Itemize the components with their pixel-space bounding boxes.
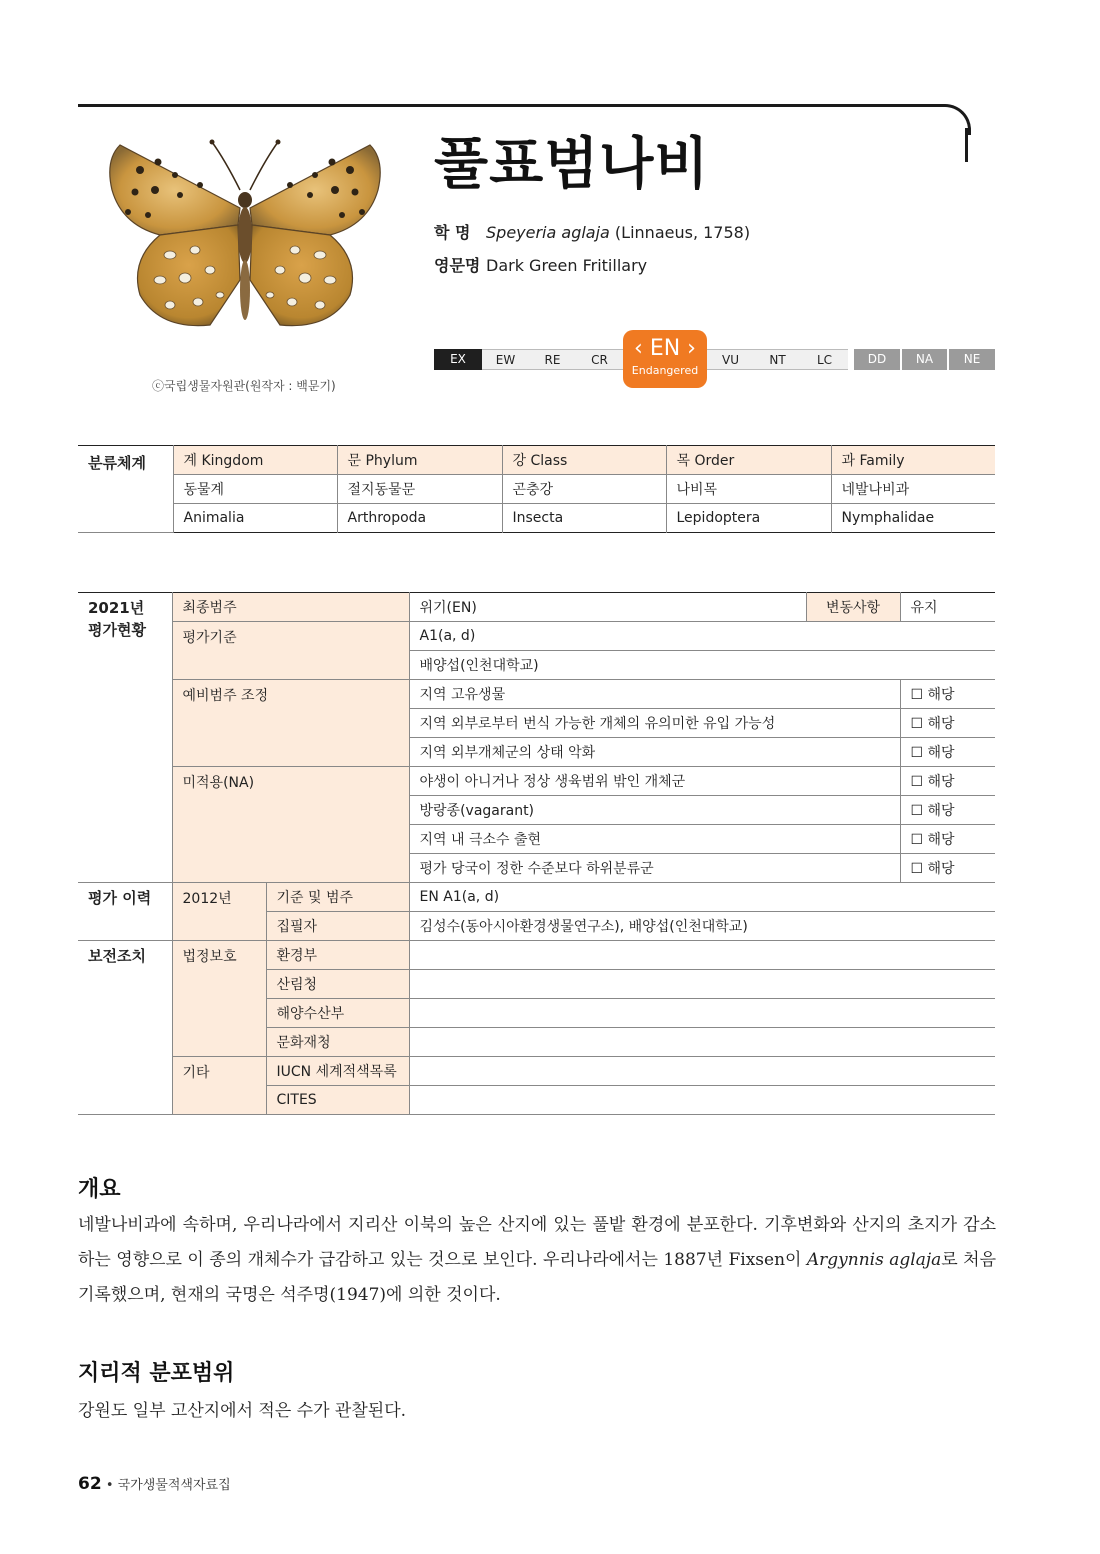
- category-ne: NE: [949, 349, 995, 370]
- na-item: 평가 당국이 정한 수준보다 하위분류군: [409, 854, 900, 883]
- table-cell: 네발나비과: [831, 475, 995, 504]
- criteria-value: A1(a, d): [409, 622, 995, 651]
- taxonomy-col-phylum: 문 Phylum: [337, 446, 502, 475]
- sci-name-label: 학 명: [434, 223, 471, 242]
- criteria-label: 평가기준: [172, 622, 409, 680]
- table-row: [78, 941, 995, 970]
- category-en-selected-badge: [623, 330, 707, 388]
- eng-name-label: 영문명: [434, 256, 481, 275]
- footer-book-title: 국가생물적색자료집: [117, 1478, 231, 1493]
- header-frame-tail: [965, 128, 968, 162]
- checkbox-applicable[interactable]: ☐ 해당: [900, 709, 995, 738]
- chevron-right-icon: ›: [687, 336, 696, 361]
- category-ew: EW: [482, 349, 529, 370]
- table-row: [78, 593, 995, 622]
- scientific-name-row: [434, 220, 750, 243]
- history-authors-label: 집필자: [266, 912, 409, 941]
- table-cell: 절지동물문: [337, 475, 502, 504]
- category-re: RE: [529, 349, 576, 370]
- table-cell: Animalia: [173, 504, 337, 533]
- category-na: NA: [902, 349, 947, 370]
- sci-name-italic: Speyeria aglaja: [486, 223, 610, 242]
- other-item-value: [409, 1057, 995, 1086]
- legal-item-value: [409, 1028, 995, 1057]
- sci-name-author: (Linnaeus, 1758): [609, 223, 751, 242]
- change-value: 유지: [900, 593, 995, 622]
- legal-item: 산림청: [266, 970, 409, 999]
- table-row: [78, 622, 995, 651]
- taxonomy-table: [78, 445, 995, 533]
- regional-item: 지역 외부로부터 번식 가능한 개체의 유의미한 유입 가능성: [409, 709, 900, 738]
- table-cell: 나비목: [666, 475, 831, 504]
- table-cell: Lepidoptera: [666, 504, 831, 533]
- table-row: [78, 680, 995, 709]
- checkbox-applicable[interactable]: ☐ 해당: [900, 854, 995, 883]
- legal-item: 해양수산부: [266, 999, 409, 1028]
- table-cell: 곤충강: [502, 475, 666, 504]
- overview-text-1: 네발나비과에 속하며, 우리나라에서 지리산 이북의 높은 산지에 있는 풀밭 환경에 분포한다. 기후변화와 산지의 초지가 감소하는 영향으로 이 종의 개체수가 급감하고 있는 것으로 보인다. 우리나라에서는 1887년 Fixsen이: [78, 1215, 996, 1270]
- legal-item-value: [409, 999, 995, 1028]
- chevron-left-icon: ‹: [634, 336, 643, 361]
- eng-name-value: Dark Green Fritillary: [486, 256, 648, 275]
- table-row: [78, 475, 995, 504]
- evaluation-heading-title: 평가현황: [88, 620, 146, 639]
- legal-item: 환경부: [266, 941, 409, 970]
- table-row: [78, 883, 995, 912]
- category-vu: VU: [707, 349, 754, 370]
- other-item: CITES: [266, 1086, 409, 1115]
- category-dd: DD: [854, 349, 900, 370]
- history-authors-value: 김성수(동아시아환경생물연구소), 배양섭(인천대학교): [409, 912, 995, 941]
- category-lc: LC: [801, 349, 848, 370]
- taxonomy-col-kingdom: 계 Kingdom: [173, 446, 337, 475]
- na-label: 미적용(NA): [172, 767, 409, 883]
- evaluation-table: [78, 592, 995, 1115]
- selected-category-label: Endangered: [631, 364, 699, 377]
- category-ex: EX: [434, 349, 482, 370]
- history-heading: 평가 이력: [78, 883, 172, 941]
- history-criteria-label: 기준 및 범주: [266, 883, 409, 912]
- other-item: IUCN 세계적색목록: [266, 1057, 409, 1086]
- overview-heading: 개요: [78, 1177, 121, 1202]
- table-row: [78, 767, 995, 796]
- final-category-label: 최종범주: [172, 593, 409, 622]
- english-name-row: [434, 253, 647, 276]
- image-credit: ⓒ국립생물자원관(원작자 : 백문기): [152, 379, 336, 393]
- footer-bullet: •: [105, 1478, 114, 1493]
- taxonomy-heading: 분류체계: [78, 446, 173, 533]
- evaluation-heading: [78, 593, 172, 883]
- overview-text-2: 로 처음 기록했으며, 현재의 국명은 석주명(1947)에 의한 것이다.: [78, 1250, 996, 1305]
- assessor-value: 배양섭(인천대학교): [409, 651, 995, 680]
- legal-protection-label: 법정보호: [172, 941, 266, 1057]
- distribution-heading: 지리적 분포범위: [78, 1361, 235, 1386]
- table-cell: 동물계: [173, 475, 337, 504]
- taxonomy-col-order: 목 Order: [666, 446, 831, 475]
- checkbox-applicable[interactable]: ☐ 해당: [900, 680, 995, 709]
- na-item: 야생이 아니거나 정상 생육범위 밖인 개체군: [409, 767, 900, 796]
- na-item: 지역 내 극소수 출현: [409, 825, 900, 854]
- page-number: 62: [78, 1474, 102, 1494]
- overview-paragraph: [78, 1208, 996, 1313]
- checkbox-applicable[interactable]: ☐ 해당: [900, 738, 995, 767]
- table-cell: Insecta: [502, 504, 666, 533]
- other-item-value: [409, 1086, 995, 1115]
- checkbox-applicable[interactable]: ☐ 해당: [900, 796, 995, 825]
- overview-text-italic: Argynnis aglaja: [806, 1250, 942, 1270]
- butterfly-illustration: [100, 130, 390, 345]
- page-footer: [78, 1474, 231, 1494]
- category-cr: CR: [576, 349, 623, 370]
- final-category-value: 위기(EN): [409, 593, 806, 622]
- other-label: 기타: [172, 1057, 266, 1115]
- checkbox-applicable[interactable]: ☐ 해당: [900, 767, 995, 796]
- table-row: [78, 1057, 995, 1086]
- distribution-paragraph: 강원도 일부 고산지에서 적은 수가 관찰된다.: [78, 1401, 407, 1421]
- legal-item-value: [409, 941, 995, 970]
- history-criteria-value: EN A1(a, d): [409, 883, 995, 912]
- regional-adjust-label: 예비범주 조정: [172, 680, 409, 767]
- taxonomy-col-class: 강 Class: [502, 446, 666, 475]
- checkbox-applicable[interactable]: ☐ 해당: [900, 825, 995, 854]
- table-cell: Arthropoda: [337, 504, 502, 533]
- regional-item: 지역 외부개체군의 상태 악화: [409, 738, 900, 767]
- legal-item-value: [409, 970, 995, 999]
- table-cell: Nymphalidae: [831, 504, 995, 533]
- table-row: [78, 446, 995, 475]
- conservation-heading: 보전조치: [78, 941, 172, 1115]
- legal-item: 문화재청: [266, 1028, 409, 1057]
- category-nt: NT: [754, 349, 801, 370]
- selected-category-code: EN: [649, 336, 681, 361]
- species-korean-name: 풀표범나비: [434, 132, 710, 197]
- regional-item: 지역 고유생물: [409, 680, 900, 709]
- history-year: 2012년: [172, 883, 266, 941]
- na-item: 방랑종(vagarant): [409, 796, 900, 825]
- table-row: [78, 504, 995, 533]
- evaluation-heading-year: 2021년: [88, 599, 145, 617]
- change-label: 변동사항: [806, 593, 900, 622]
- taxonomy-col-family: 과 Family: [831, 446, 995, 475]
